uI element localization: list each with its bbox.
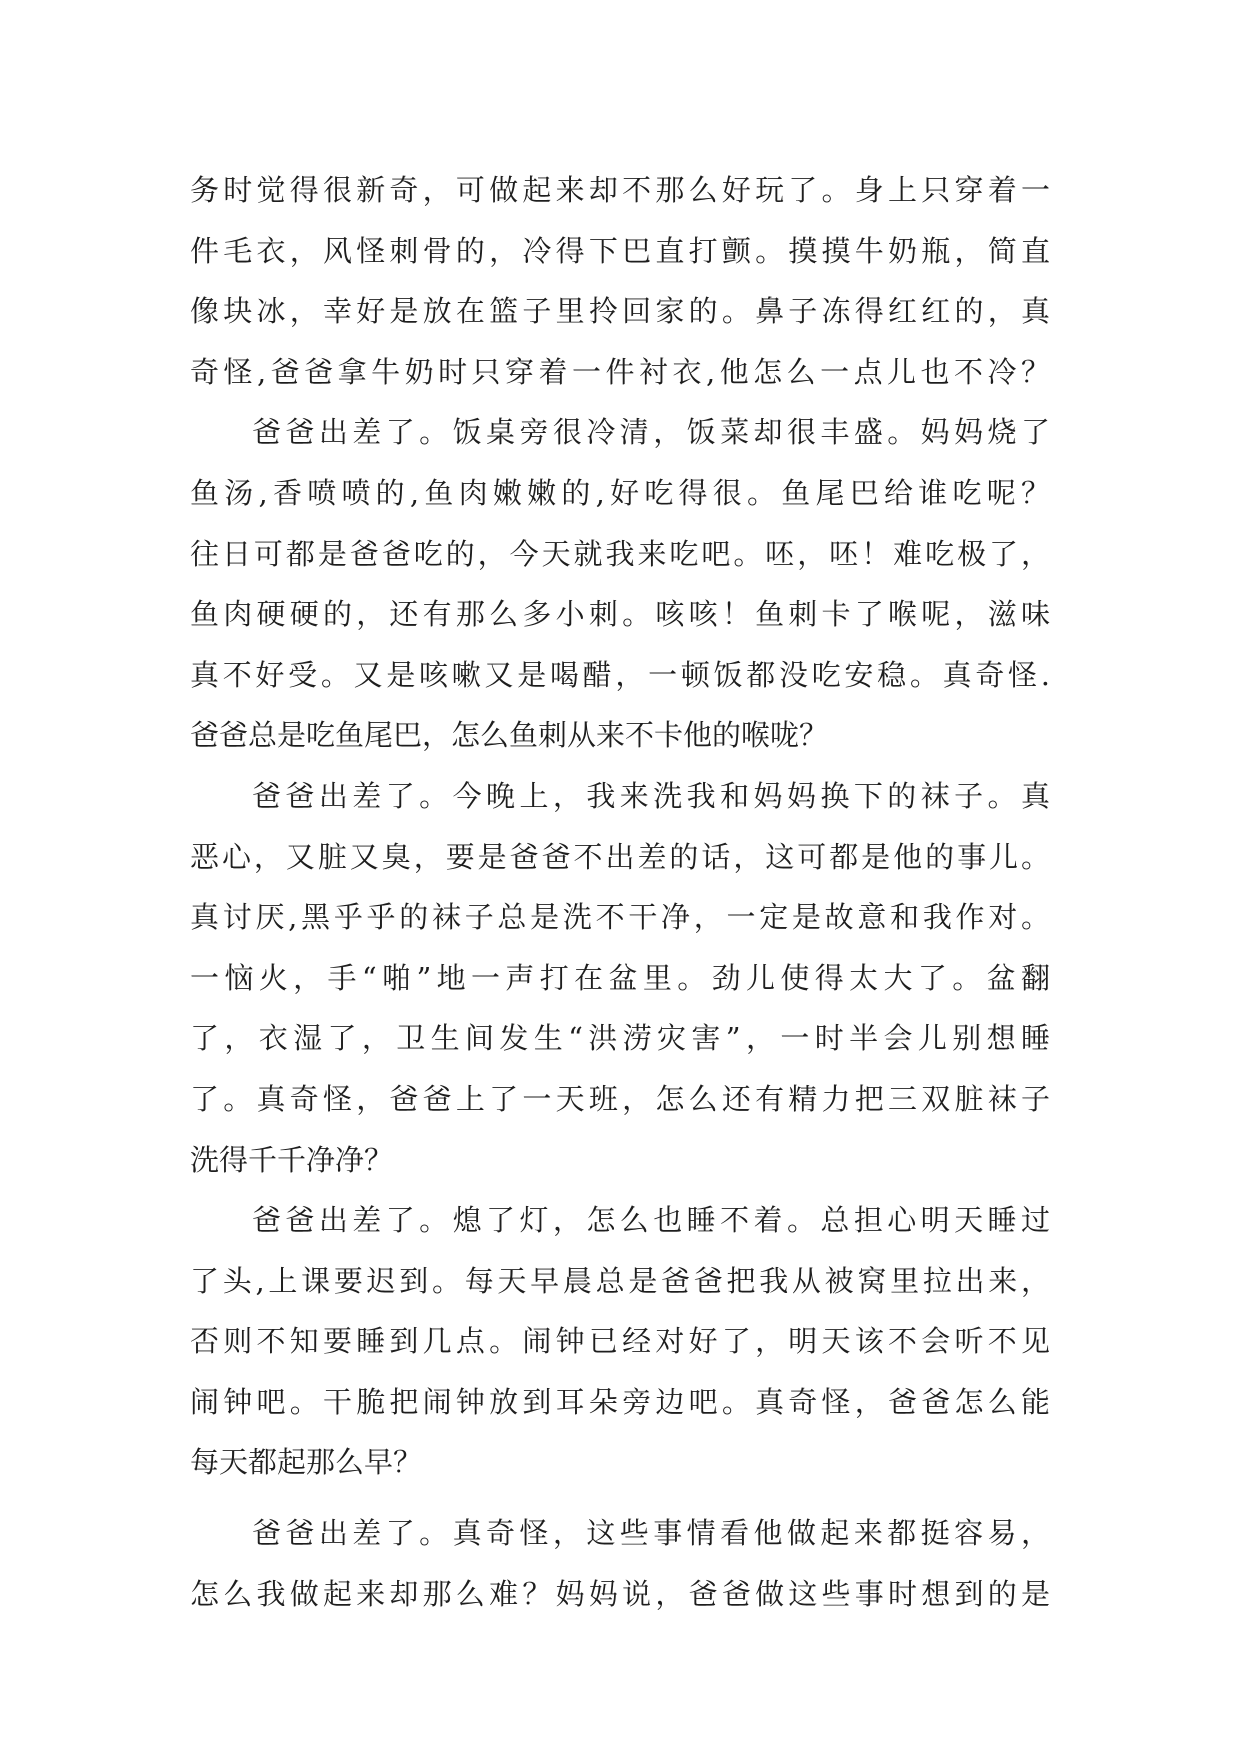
text-line: 件毛衣，风怪刺骨的，冷得下巴直打颤。摸摸牛奶瓶，简直 <box>190 233 1050 268</box>
paragraph-gap <box>190 1493 1050 1503</box>
text-line: 真讨厌,黑乎乎的袜子总是洗不干净，一定是故意和我作对。 <box>190 900 1050 935</box>
text-line: 爸爸出差了。饭桌旁很冷清，饭菜却很丰盛。妈妈烧了 <box>252 415 1050 450</box>
text-line: 爸爸出差了。真奇怪，这些事情看他做起来都挺容易， <box>252 1516 1050 1551</box>
text-line: 鱼汤,香喷喷的,鱼肉嫩嫩的,好吃得很。鱼尾巴给谁吃呢？ <box>190 475 1050 510</box>
text-line: 奇怪,爸爸拿牛奶时只穿着一件衬衣,他怎么一点儿也不冷？ <box>190 354 1050 389</box>
text-line: 一恼火，手“啪”地一声打在盆里。劲儿使得太大了。盆翻 <box>190 960 1050 995</box>
text-line: 了，衣湿了，卫生间发生“洪涝灾害”，一时半会儿别想睡 <box>190 1021 1050 1056</box>
text-line: 恶心，又脏又臭，要是爸爸不出差的话，这可都是他的事儿。 <box>190 839 1050 874</box>
text-line: 洗得千千净净？ <box>190 1142 394 1177</box>
text-line: 往日可都是爸爸吃的，今天就我来吃吧。呸，呸！难吃极了， <box>190 536 1050 571</box>
text-line: 爸爸出差了。今晚上，我来洗我和妈妈换下的袜子。真 <box>252 778 1050 813</box>
text-line: 爸爸总是吃鱼尾巴，怎么鱼刺从来不卡他的喉咙？ <box>190 718 829 753</box>
text-line: 爸爸出差了。熄了灯，怎么也睡不着。总担心明天睡过 <box>252 1203 1050 1238</box>
body-text <box>190 160 1050 1624</box>
text-line: 闹钟吧。干脆把闹钟放到耳朵旁边吧。真奇怪，爸爸怎么能 <box>190 1384 1050 1419</box>
text-line: 了。真奇怪，爸爸上了一天班，怎么还有精力把三双脏袜子 <box>190 1081 1050 1116</box>
text-line: 了头,上课要迟到。每天早晨总是爸爸把我从被窝里拉出来， <box>190 1263 1050 1298</box>
text-line: 务时觉得很新奇，可做起来却不那么好玩了。身上只穿着一 <box>190 173 1050 207</box>
text-line: 像块冰，幸好是放在篮子里拎回家的。鼻子冻得红红的，真 <box>190 294 1050 329</box>
text-line: 怎么我做起来却那么难？妈妈说，爸爸做这些事时想到的是 <box>190 1576 1050 1611</box>
text-line: 否则不知要睡到几点。闹钟已经对好了，明天该不会听不见 <box>190 1324 1050 1359</box>
text-line: 每天都起那么早？ <box>190 1445 423 1480</box>
text-line: 真不好受。又是咳嗽又是喝醋，一顿饭都没吃安稳。真奇怪. <box>190 657 1050 692</box>
text-line: 鱼肉硬硬的，还有那么多小刺。咳咳！鱼刺卡了喉呢，滋味 <box>190 597 1050 632</box>
